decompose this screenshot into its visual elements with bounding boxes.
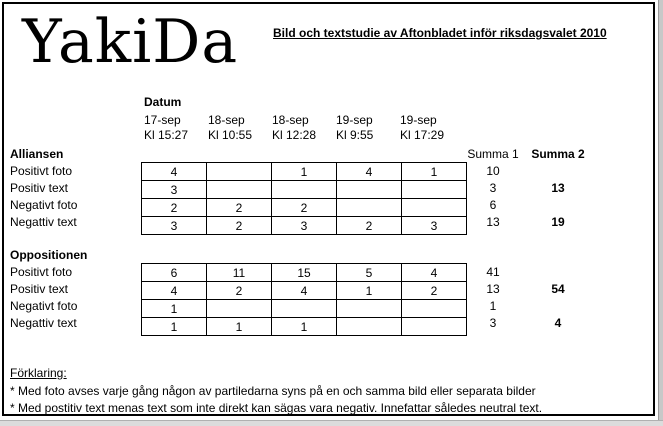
table-row [142,318,467,336]
table-cell: 1 [142,300,207,318]
summa1-value: 13 [486,282,500,296]
table-cell: 3 [142,181,207,199]
table-cell: 5 [337,264,402,282]
datum-header: Datum [144,95,182,109]
table-cell [272,181,337,199]
date-column-3 [272,113,316,143]
date-day: 18-sep [208,113,245,127]
summa1-value: 1 [489,299,497,313]
summa1-value: 3 [489,316,497,330]
table-cell [337,199,402,217]
table-cell: 1 [142,318,207,336]
date-time: Kl 9:55 [336,128,374,142]
explanation-heading: Förklaring: [10,366,67,380]
table-row [142,199,467,217]
date-column-2 [208,113,252,143]
table-cell: 2 [402,282,467,300]
table-cell: 2 [337,217,402,235]
row-label: Negattiv text [10,316,77,330]
table-cell: 1 [272,318,337,336]
table-row [142,163,467,181]
section-title-oppositionen: Oppositionen [10,248,88,262]
summa2-value: 54 [551,282,565,296]
row-label: Positiv text [10,282,69,296]
explanation-line: * Med postitiv text menas text som inte direkt kan sägas vara negativ. Innefattar således neutral text. [10,401,543,415]
date-column-5 [400,113,444,143]
date-day: 18-sep [272,113,309,127]
row-label: Negativt foto [10,299,78,313]
table-cell: 2 [207,217,272,235]
table-cell: 6 [142,264,207,282]
row-label: Positivt foto [10,265,73,279]
table-cell: 3 [402,217,467,235]
table-cell [207,163,272,181]
alliansen-table [141,162,467,235]
table-row [142,264,467,282]
date-day: 19-sep [336,113,373,127]
row-label: Negativt foto [10,198,78,212]
summa2-value: 13 [551,181,565,195]
date-time: Kl 17:29 [400,128,445,142]
table-cell [207,181,272,199]
table-cell: 3 [272,217,337,235]
table-row [142,300,467,318]
table-cell: 1 [272,163,337,181]
table-cell: 4 [337,163,402,181]
table-row [142,181,467,199]
table-cell [337,300,402,318]
summa1-value: 41 [486,265,500,279]
date-time: Kl 15:27 [144,128,189,142]
table-cell: 3 [142,217,207,235]
table-cell [402,300,467,318]
page-title: Bild och textstudie av Aftonbladet inför riksdagsvalet 2010 [273,26,607,40]
oppositionen-table [141,263,467,336]
summa2-value: 4 [554,316,562,330]
table-cell: 4 [272,282,337,300]
table-cell: 1 [207,318,272,336]
table-row [142,217,467,235]
table-cell [207,300,272,318]
table-cell [272,300,337,318]
date-day: 17-sep [144,113,181,127]
summa2-header: Summa 2 [531,147,585,161]
row-label: Positiv text [10,181,69,195]
table-cell: 2 [272,199,337,217]
date-column-1 [144,113,188,143]
vertical-scrollbar[interactable] [658,0,663,426]
section-title-alliansen: Alliansen [10,147,64,161]
date-day: 19-sep [400,113,437,127]
table-cell: 11 [207,264,272,282]
table-cell: 2 [207,199,272,217]
explanation-line: * Med foto avses varje gång någon av partiledarna syns på en och samma bild eller separata bilder [10,384,536,398]
summa1-header: Summa 1 [467,147,519,161]
table-cell: 1 [337,282,402,300]
summa1-value: 3 [489,181,497,195]
table-row [142,282,467,300]
table-cell [402,318,467,336]
date-column-4 [336,113,373,143]
table-cell [402,199,467,217]
date-time: Kl 10:55 [208,128,253,142]
table-cell: 2 [207,282,272,300]
table-cell: 15 [272,264,337,282]
table-cell: 1 [402,163,467,181]
summa1-value: 10 [486,164,500,178]
summa2-value: 19 [551,215,565,229]
date-time: Kl 12:28 [272,128,317,142]
summa1-value: 6 [489,198,497,212]
table-cell [337,181,402,199]
row-label: Positivt foto [10,164,73,178]
table-cell: 4 [142,163,207,181]
summa1-value: 13 [486,215,500,229]
table-cell: 4 [142,282,207,300]
horizontal-scrollbar[interactable] [0,420,663,426]
table-cell [337,318,402,336]
table-cell: 2 [142,199,207,217]
table-cell: 4 [402,264,467,282]
table-cell [402,181,467,199]
row-label: Negattiv text [10,215,77,229]
yakida-logo: YakiDa [22,7,239,77]
